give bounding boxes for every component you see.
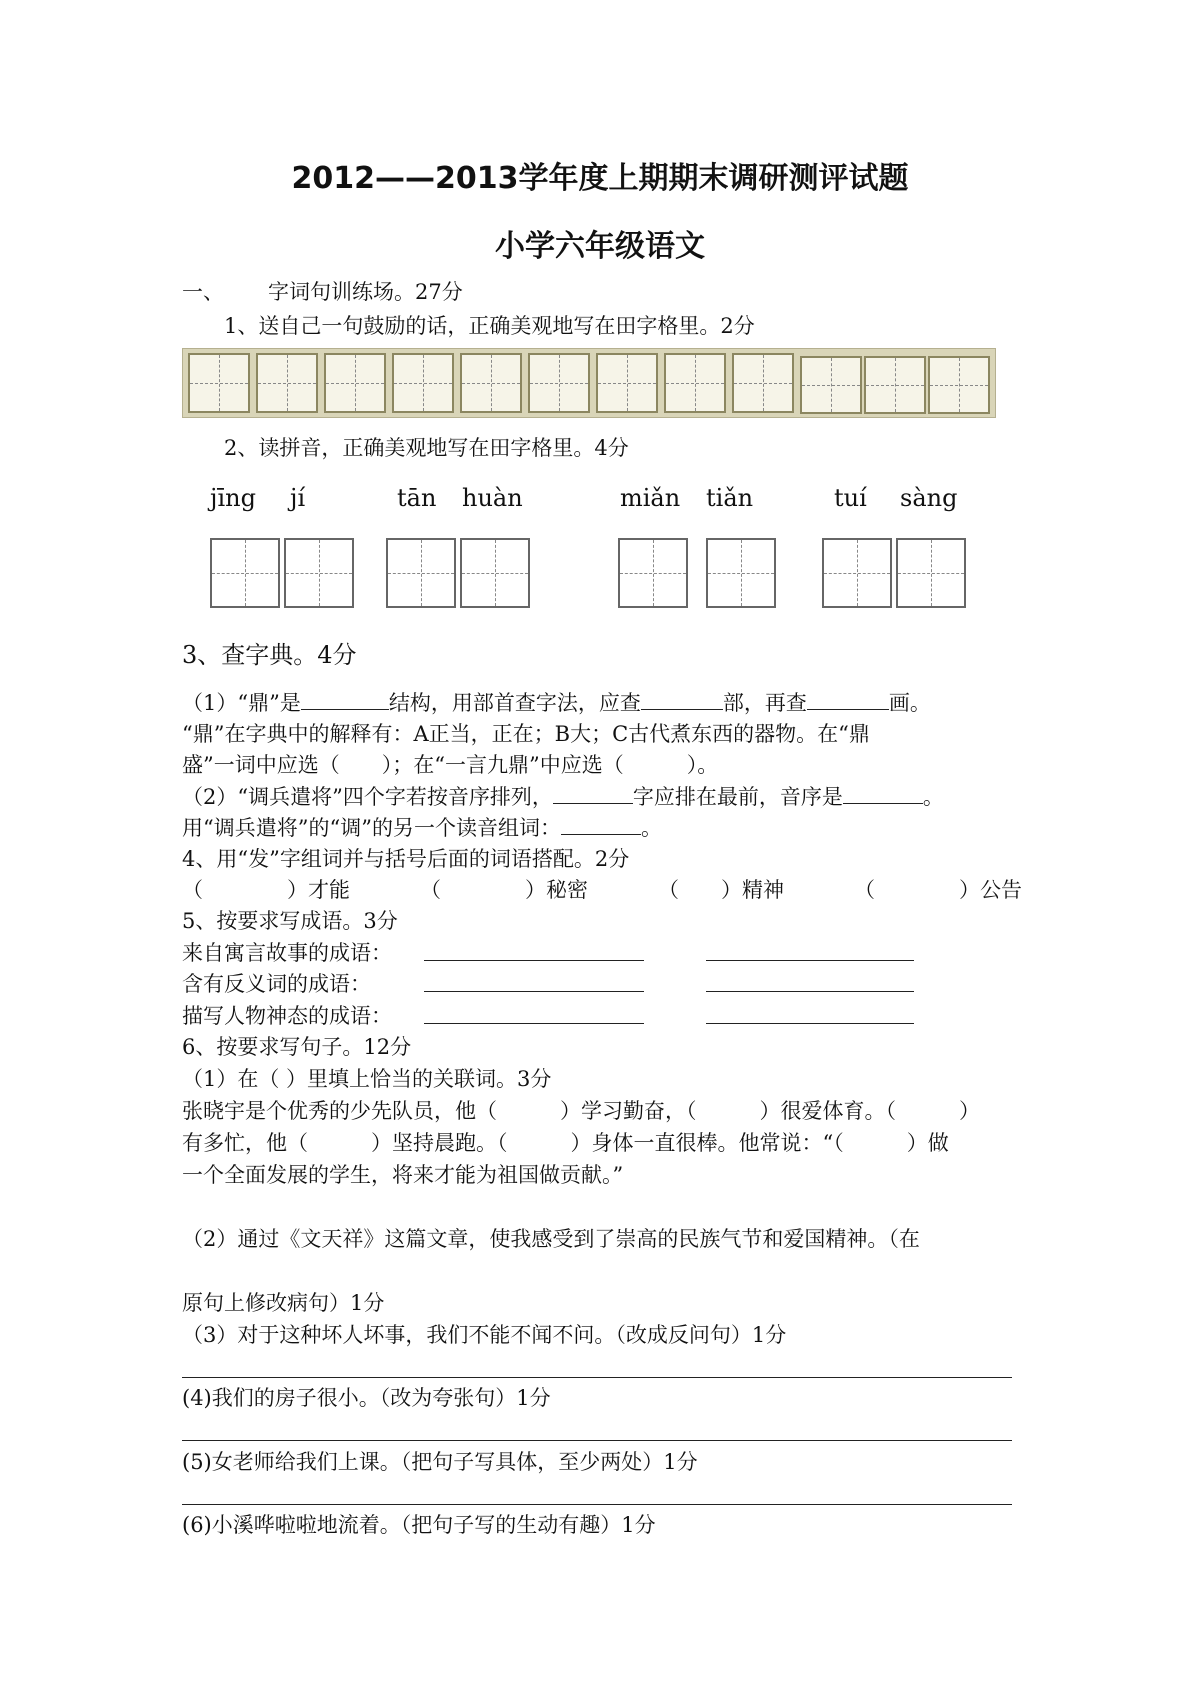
q6-part-1-title: （1）在（ ）里填上恰当的关联词。3分 [182,1067,552,1091]
page-subtitle: 小学六年级语文 [495,229,705,264]
q4-items [182,877,1022,903]
pinyin-text: tiǎn [706,484,754,512]
idiom-row-label: 描写人物神态的成语： [182,1004,392,1028]
tianzige-box[interactable] [460,353,522,413]
answer-blank[interactable] [561,816,641,835]
tianzige-box[interactable] [528,353,590,413]
question-5-heading: 5、按要求写成语。3分 [182,909,398,933]
q3-line-2: “鼎”在字典中的解释有：A正当，正在；B大；C古代煮东西的器物。在“鼎 [182,722,870,746]
tianzige-box[interactable] [732,353,794,413]
q6-part-1-line: 一个全面发展的学生，将来才能为祖国做贡献。” [182,1163,624,1187]
answer-blank[interactable] [807,691,889,710]
question-4-heading: 4、用“发”字组词并与括号后面的词语搭配。2分 [182,847,630,871]
q4-item[interactable]: （ ）精神 [658,878,784,902]
answer-line[interactable] [182,1377,1012,1378]
section-title: 字词句训练场。27分 [268,280,463,304]
tianzige-box[interactable] [706,538,776,608]
question-6-heading: 6、按要求写句子。12分 [182,1035,412,1059]
pinyin-text: tuí [834,484,867,512]
tianzige-box[interactable] [460,538,530,608]
q3-line-5: 用“调兵遣将”的“调”的另一个读音组词： 。 [182,816,662,840]
idiom-blank[interactable] [706,1005,914,1024]
q4-item[interactable]: （ ）公告 [854,878,1022,902]
tianzige-box[interactable] [386,538,456,608]
tianzige-box[interactable] [864,356,926,414]
tianzige-box[interactable] [896,538,966,608]
answer-blank[interactable] [843,785,923,804]
answer-blank[interactable] [553,785,633,804]
idiom-row-label: 来自寓言故事的成语： [182,941,392,965]
tianzige-box[interactable] [596,353,658,413]
q6-part-3: （3）对于这种坏人坏事，我们不能不闻不问。（改成反问句）1分 [182,1323,787,1347]
idiom-row-label: 含有反义词的成语： [182,972,371,996]
q6-part-5: (5)女老师给我们上课。（把句子写具体，至少两处）1分 [182,1450,698,1474]
q4-item[interactable]: （ ）秘密 [420,878,588,902]
q6-part-2-line: （2）通过《文天祥》这篇文章，使我感受到了崇高的民族气节和爱国精神。（在 [182,1227,920,1251]
pinyin-text: tān [397,484,437,512]
q6-part-6: (6)小溪哗啦啦地流着。（把句子写的生动有趣）1分 [182,1513,656,1537]
idiom-blank[interactable] [424,1005,644,1024]
tianzige-box[interactable] [800,356,862,414]
tianzige-box[interactable] [664,353,726,413]
question-2: 2、读拼音，正确美观地写在田字格里。4分 [224,436,629,460]
idiom-blank[interactable] [424,973,644,992]
answer-blank[interactable] [641,691,723,710]
q3-line-4: （2）“调兵遣将”四个字若按音序排列， 字应排在最前，音序是 。 [182,785,944,809]
q4-item[interactable]: （ ）才能 [182,878,350,902]
tianzige-box[interactable] [928,356,990,414]
pinyin-text: jí [290,484,306,512]
tianzige-box[interactable] [392,353,454,413]
question-1: 1、送自己一句鼓励的话，正确美观地写在田字格里。2分 [224,314,755,338]
question-3-heading: 3、查字典。4分 [182,641,357,669]
idiom-blank[interactable] [424,942,644,961]
answer-line[interactable] [182,1504,1012,1505]
q6-part-1-line: 张晓宇是个优秀的少先队员，他（ ）学习勤奋，（ ）很爱体育。（ ） [182,1099,980,1123]
answer-line[interactable] [182,1440,1012,1441]
pinyin-text: huàn [462,484,523,512]
pinyin-text: sàng [900,484,958,512]
q6-part-4: (4)我们的房子很小。（改为夸张句）1分 [182,1386,551,1410]
tianzige-box[interactable] [324,353,386,413]
q6-part-2-line: 原句上修改病句）1分 [182,1291,385,1315]
q3-line-1: （1）“鼎”是 结构，用部首查字法，应查 部，再查 画。 [182,691,931,715]
tianzige-box[interactable] [188,353,250,413]
idiom-blank[interactable] [706,942,914,961]
tianzige-box[interactable] [618,538,688,608]
pinyin-text: miǎn [620,484,681,512]
q3-line-3: 盛”一词中应选（ ）；在“一言九鼎”中应选（ ）。 [182,753,719,777]
pinyin-text: jīng [210,484,256,512]
q6-part-1-line: 有多忙，他（ ）坚持晨跑。（ ）身体一直很棒。他常说：“（ ）做 [182,1131,949,1155]
section-number: 一、 [182,280,224,304]
tianzige-box[interactable] [210,538,280,608]
tianzige-box[interactable] [822,538,892,608]
tianzige-box[interactable] [284,538,354,608]
answer-blank[interactable] [301,691,389,710]
idiom-blank[interactable] [706,973,914,992]
tianzige-strip [182,348,996,418]
page-title: 2012——2013学年度上期期末调研测评试题 [291,161,909,196]
tianzige-box[interactable] [256,353,318,413]
